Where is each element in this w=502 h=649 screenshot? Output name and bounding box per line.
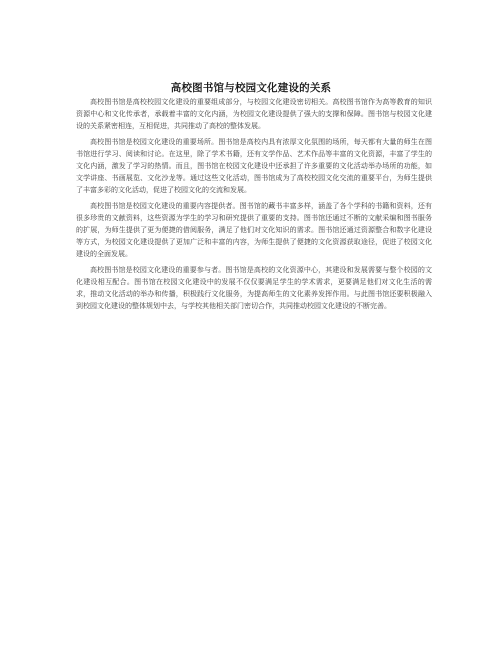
document-body [76,96,432,316]
paragraph-3: 高校图书馆是校园文化建设的重要内容提供者。图书馆的藏书丰富多样，涵盖了各个学科的书籍和资料，还有很多珍贵的文献资料，这些资源为学生的学习和研究提供了重要的支持。图书馆还通过不断的文献采编和图书服务的扩展，为师生提供了更为便捷的借阅服务，满足了他们对文化知识的需求。图书馆还通过资源整合和数字化建设等方式，为校园文化建设提供了更加广泛和丰富的内容，为师生提供了便捷的文化资源获取途径，促进了校园文化建设的全面发展。 [76,202,432,258]
paragraph-1: 高校图书馆是高校校园文化建设的重要组成部分，与校园文化建设密切相关。高校图书馆作为高等教育的知识资源中心和文化传承者，承载着丰富的文化内涵，为校园文化建设提供了强大的支撑和保障。图书馆与校园文化建设的关系紧密相连，互相促进，共同推动了高校的整体发展。 [76,98,432,130]
paragraph-4: 高校图书馆是校园文化建设的重要参与者。图书馆是高校的文化资源中心，其建设和发展需要与整个校园的文化建设相互配合。图书馆在校园文化建设中的发展不仅仅要满足学生的学术需求，更要满足他们对文化生活的需求，推动文化活动的举办和传播，积极践行文化服务，为提高师生的文化素养发挥作用。与此图书馆还要积极融入到校园文化建设的整体规划中去，与学校其他相关部门密切合作，共同推动校园文化建设的不断完善。 [76,266,432,310]
paragraph-2: 高校图书馆是校园文化建设的重要场所。图书馆是高校内具有浓厚文化氛围的场所，每天都有大量的师生在图书馆进行学习、阅读和讨论。在这里，除了学术书籍，还有文学作品、艺术作品等丰富的文化资源，丰富了学生的文化内涵，激发了学习的热情。而且，图书馆在校园文化建设中还承担了许多重要的文化活动举办场所的功能，如文学讲座、书画展览、文化沙龙等。通过这些文化活动，图书馆成为了高校校园文化交流的重要平台，为师生提供了丰富多彩的文化活动，促进了校园文化的交流和发展。 [76,138,432,194]
document-title: 高校图书馆与校园文化建设的关系 [170,82,332,94]
